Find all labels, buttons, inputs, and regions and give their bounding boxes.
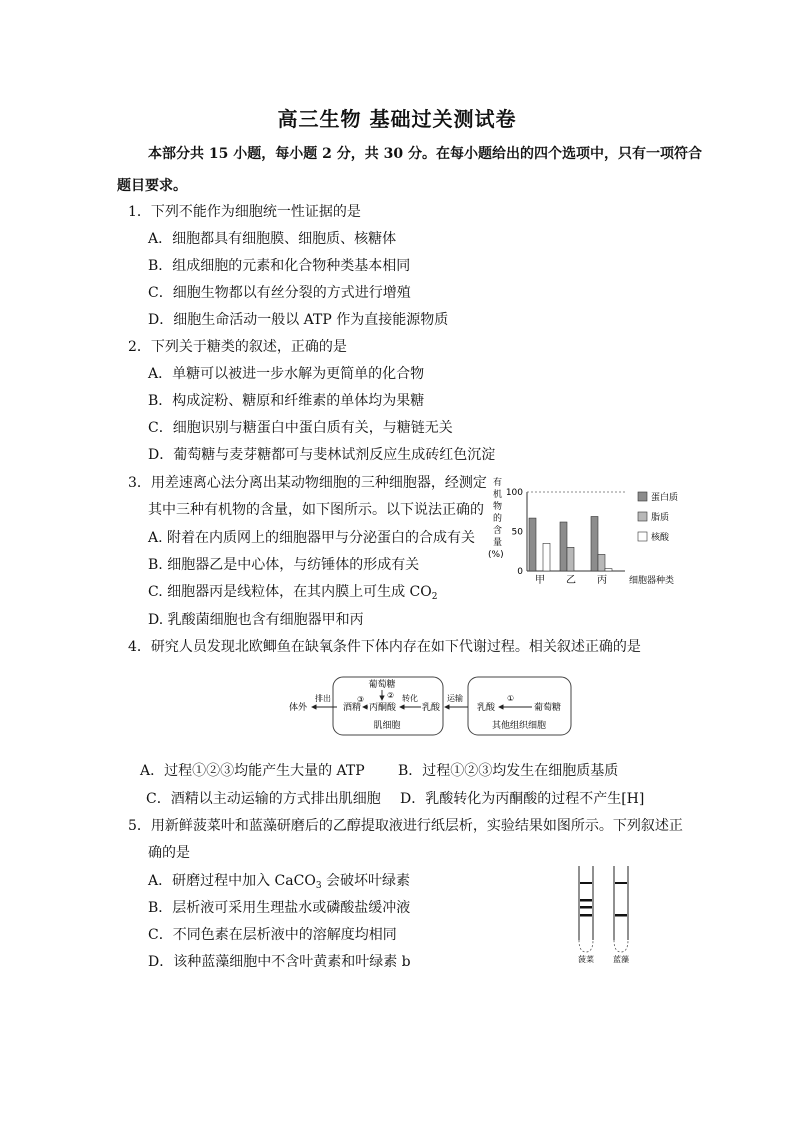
y-tick-label: 50 bbox=[511, 527, 523, 538]
q3-stem-line2: 其中三种有机物的含量，如下图所示。以下说法正确的 bbox=[148, 502, 484, 518]
y-tick-label: 100 bbox=[505, 488, 523, 498]
x-axis-label: 细胞器种类 bbox=[629, 576, 675, 586]
q3-option-c-subscript: 2 bbox=[431, 592, 438, 602]
lactate-muscle-label: 乳酸 bbox=[422, 703, 441, 713]
spinach-tube bbox=[579, 866, 593, 952]
spinach-band-4 bbox=[580, 914, 592, 917]
y-axis-ticks bbox=[506, 488, 523, 577]
category-label: 甲 bbox=[535, 575, 545, 586]
q2-stem: 2．下列关于糖类的叙述，正确的是 bbox=[128, 339, 347, 355]
q3-option-c bbox=[148, 582, 438, 602]
legend-label: 蛋白质 bbox=[651, 493, 679, 503]
q3-option-c-text: C. 细胞器丙是线粒体，在其内膜上可生成 CO bbox=[148, 584, 432, 600]
y-axis-label bbox=[488, 476, 504, 560]
q4-option-d: D．乳酸转化为丙酮酸的过程不产生[H] bbox=[400, 791, 645, 807]
metabolism-diagram bbox=[285, 670, 585, 740]
y-label-char: 机 bbox=[493, 490, 503, 500]
glucose-other-label: 葡萄糖 bbox=[534, 703, 562, 713]
q5-option-a bbox=[148, 871, 410, 891]
step2-label: ② bbox=[387, 691, 395, 700]
spinach-band-1 bbox=[580, 882, 592, 884]
y-label-char: 的 bbox=[493, 514, 503, 524]
muscle-cell-label: 肌细胞 bbox=[373, 721, 401, 731]
q1-option-a: A．细胞都具有细胞膜、细胞质、核糖体 bbox=[148, 231, 397, 247]
legend-label: 核酸 bbox=[651, 533, 670, 543]
y-tick-label: 0 bbox=[517, 567, 523, 577]
legend-label: 脂质 bbox=[651, 513, 670, 523]
glucose-muscle: 葡萄糖 bbox=[368, 680, 396, 690]
q5-option-d: D．该种蓝藻细胞中不含叶黄素和叶绿素 b bbox=[148, 954, 411, 970]
q5-option-b: B．层析液可采用生理盐水或磷酸盐缓冲液 bbox=[148, 900, 411, 916]
chromatography-figure bbox=[570, 862, 640, 966]
q5-stem-line1: 5．用新鲜菠菜叶和蓝藻研磨后的乙醇提取液进行纸层析，实验结果如图所示。下列叙述正 bbox=[128, 818, 683, 834]
spinach-label: 菠菜 bbox=[578, 955, 594, 964]
q5-option-c: C．不同色素在层析液中的溶解度均相同 bbox=[148, 927, 397, 943]
alcohol-label: 酒精 bbox=[343, 703, 362, 713]
bar-丙-核酸 bbox=[605, 569, 612, 571]
cyanobacteria-tube bbox=[614, 866, 628, 952]
bar-丙-脂质 bbox=[598, 554, 605, 571]
transport-label: 运输 bbox=[447, 694, 463, 703]
category-label: 乙 bbox=[566, 575, 576, 586]
q3-option-b: B. 细胞器乙是中心体，与纺锤体的形成有关 bbox=[148, 557, 420, 573]
cyano-band-2 bbox=[615, 914, 627, 917]
q1-option-c: C．细胞生物都以有丝分裂的方式进行增殖 bbox=[148, 285, 411, 301]
q5-stem-line2: 确的是 bbox=[148, 845, 190, 861]
legend bbox=[638, 491, 678, 543]
spinach-band-3 bbox=[580, 906, 592, 909]
q5-option-a-text: A．研磨过程中加入 CaCO bbox=[148, 873, 316, 889]
spinach-band-2 bbox=[580, 899, 592, 902]
bar-丙-蛋白质 bbox=[591, 516, 598, 571]
q5-option-a-subscript: 3 bbox=[315, 881, 322, 891]
q3-option-d: D. 乳酸菌细胞也含有细胞器甲和丙 bbox=[148, 612, 364, 628]
q2-option-d: D．葡萄糖与麦芽糖都可与斐林试剂反应生成砖红色沉淀 bbox=[148, 447, 496, 463]
category-label: 丙 bbox=[597, 575, 607, 586]
step3-label: ③ bbox=[357, 695, 365, 704]
q3-stem-line1: 3．用差速离心法分离出某动物细胞的三种细胞器，经测定 bbox=[128, 475, 487, 491]
convert-label: 转化 bbox=[402, 694, 418, 703]
q4-option-c: C．酒精以主动运输的方式排出肌细胞 bbox=[146, 791, 381, 807]
legend-swatch bbox=[638, 492, 647, 501]
bar-乙-脂质 bbox=[567, 547, 574, 571]
q3-option-a: A. 附着在内质网上的细胞器甲与分泌蛋白的合成有关 bbox=[148, 530, 476, 546]
q4-option-b: B．过程①②③均发生在细胞质基质 bbox=[398, 763, 619, 779]
page-title: 高三生物 基础过关测试卷 bbox=[277, 107, 517, 131]
instructions-line1: 本部分共 15 小题，每小题 2 分，共 30 分。在每小题给出的四个选项中，只有一项符合 bbox=[148, 146, 702, 162]
instructions-line2: 题目要求。 bbox=[117, 178, 187, 194]
pyruvate-label: 丙酮酸 bbox=[369, 703, 397, 713]
body-outside-label: 体外 bbox=[289, 703, 308, 713]
other-cells-label: 其他组织细胞 bbox=[491, 721, 547, 731]
q2-option-c: C．细胞识别与糖蛋白中蛋白质有关，与糖链无关 bbox=[148, 420, 453, 436]
cyano-band-1 bbox=[615, 882, 627, 884]
legend-swatch bbox=[638, 532, 647, 541]
bar-甲-核酸 bbox=[543, 543, 550, 571]
q5-option-a-text-end: 会破坏叶绿素 bbox=[321, 873, 410, 889]
y-label-char: 量 bbox=[493, 538, 503, 548]
y-label-char: (%) bbox=[488, 550, 504, 560]
q4-stem: 4．研究人员发现北欧鲫鱼在缺氧条件下体内存在如下代谢过程。相关叙述正确的是 bbox=[128, 639, 641, 655]
bar-乙-蛋白质 bbox=[560, 522, 567, 571]
q4-option-a: A．过程①②③均能产生大量的 ATP bbox=[140, 763, 365, 779]
q1-option-d: D．细胞生命活动一般以 ATP 作为直接能源物质 bbox=[148, 312, 449, 328]
bar-甲-蛋白质 bbox=[529, 518, 536, 571]
y-label-char: 有 bbox=[493, 478, 503, 488]
excrete-label: 排出 bbox=[315, 694, 331, 703]
lactate-other-label: 乳酸 bbox=[477, 703, 496, 713]
y-label-char: 含 bbox=[493, 526, 503, 536]
q1-option-b: B．组成细胞的元素和化合物种类基本相同 bbox=[148, 258, 411, 274]
q2-option-b: B．构成淀粉、糖原和纤维素的单体均为果糖 bbox=[148, 393, 425, 409]
q2-option-a: A．单糖可以被进一步水解为更简单的化合物 bbox=[148, 366, 425, 382]
organelle-bar-chart bbox=[485, 470, 695, 590]
category-labels bbox=[535, 574, 607, 586]
step1-label: ① bbox=[507, 694, 515, 703]
cyanobacteria-label: 蓝藻 bbox=[613, 955, 629, 964]
q1-stem: 1．下列不能作为细胞统一性证据的是 bbox=[128, 204, 361, 220]
y-label-char: 物 bbox=[493, 502, 503, 512]
bars bbox=[529, 516, 612, 571]
legend-swatch bbox=[638, 512, 647, 521]
